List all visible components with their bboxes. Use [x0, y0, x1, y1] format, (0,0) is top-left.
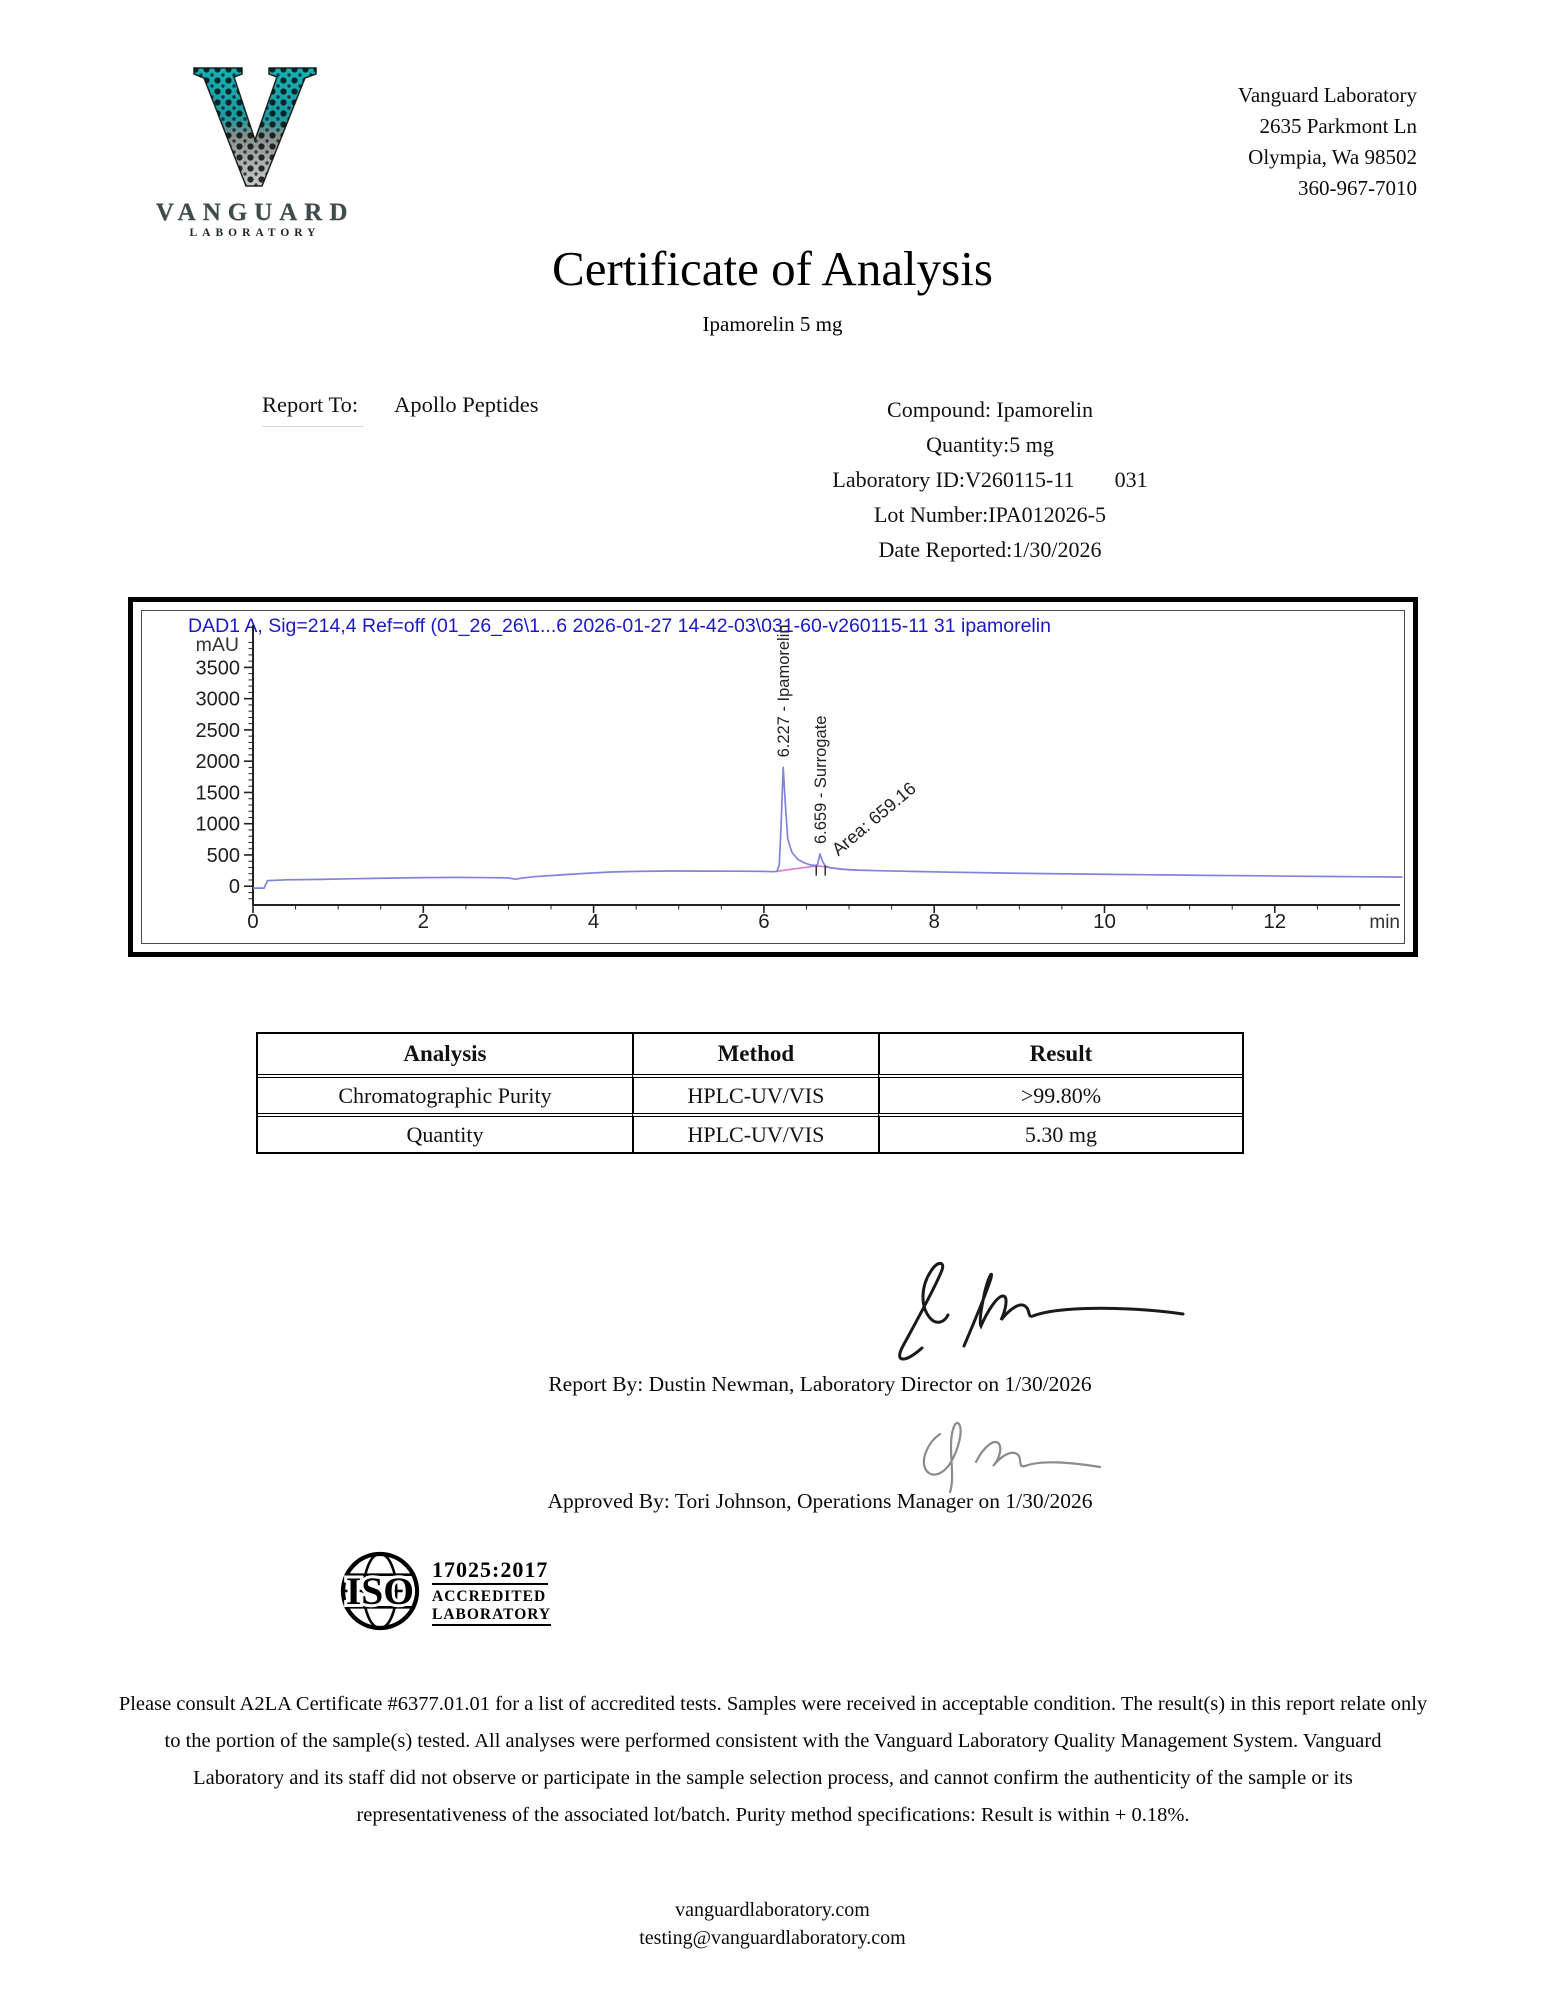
x-tick-label: 6 — [758, 910, 770, 933]
x-tick-label: 8 — [928, 910, 940, 933]
y-tick-label: 0 — [228, 876, 240, 899]
report-to-row — [262, 392, 539, 427]
chromatogram-frame — [128, 597, 1418, 957]
y-tick-label: 1500 — [195, 782, 240, 805]
table-cell: HPLC-UV/VIS — [632, 1113, 878, 1152]
laboratory-id-suffix: 031 — [1114, 467, 1148, 492]
y-tick-label: 2000 — [195, 751, 240, 774]
y-tick-label: 500 — [206, 844, 240, 867]
date-reported-line: Date Reported:1/30/2026 — [878, 537, 1102, 562]
page-title: Certificate of Analysis — [552, 241, 993, 296]
disclaimer-text: Please consult A2LA Certificate #6377.01.01 for a list of accredited tests. Samples were received in acceptable condition. The result(s) in this report relate only to the portion of the sample(s) tested. All analyses were performed consistent with the Vanguard Laboratory Quality Management System. Vanguard Laboratory and its staff did not observe or participate in the sample selection process, and cannot confirm the authenticity of the sample or its representativeness of the associated lot/batch. Purity method specifications: Result is within + 0.18%. — [118, 1693, 1428, 1826]
iso-cert-number: 17025:2017 — [432, 1557, 548, 1585]
vanguard-v-icon — [192, 66, 318, 188]
peak-label-ipamorelin: 6.227 - Ipamorelin — [775, 624, 794, 758]
y-tick-label: 1000 — [195, 813, 240, 836]
y-tick-label: 3500 — [195, 657, 240, 680]
vanguard-logo — [138, 66, 372, 239]
y-tick-label: 2500 — [195, 719, 240, 742]
report-to-label: Report To: — [262, 392, 364, 427]
quantity-line: Quantity:5 mg — [926, 432, 1054, 457]
x-tick-label: 12 — [1263, 910, 1287, 933]
laboratory-id-value: Laboratory ID:V260115-11 — [832, 467, 1075, 492]
table-cell: 5.30 mg — [878, 1113, 1242, 1152]
iso-globe-icon — [336, 1548, 424, 1634]
iso-accredited-label: ACCREDITED — [432, 1587, 547, 1605]
table-header-cell: Analysis — [403, 1041, 487, 1066]
table-row — [258, 1113, 1242, 1152]
page-subtitle: Ipamorelin 5 mg — [702, 312, 843, 336]
table-cell: Quantity — [258, 1113, 632, 1152]
compound-line: Compound: Ipamorelin — [887, 397, 1093, 422]
x-tick-label: 2 — [417, 910, 430, 933]
y-tick-label: 3000 — [195, 688, 240, 711]
table-cell: Chromatographic Purity — [258, 1074, 632, 1113]
iso-accreditation — [336, 1548, 551, 1634]
table-cell: HPLC-UV/VIS — [632, 1074, 878, 1113]
x-axis-unit-label: min — [1369, 912, 1400, 933]
x-tick-label: 10 — [1093, 910, 1116, 933]
table-header-cell: Method — [632, 1034, 878, 1074]
logo-wordmark-sub: LABORATORY — [189, 227, 321, 239]
table-cell: >99.80% — [878, 1074, 1242, 1113]
peak-area-label: Area: 659.16 — [827, 778, 920, 860]
chart-title: DAD1 A, Sig=214,4 Ref=off (01_26_26\1...6 2026-01-27 14-42-03\031-60-v260115-11 31 ipamorelin — [188, 615, 1051, 637]
lab-address-block — [1238, 80, 1417, 204]
report-by-signature — [878, 1252, 1223, 1364]
chromatogram-plot-area — [141, 610, 1405, 944]
footer-email: testing@vanguardlaboratory.com — [639, 1927, 906, 1949]
table-header-cell: Result — [878, 1034, 1242, 1074]
page-footer — [0, 1896, 1545, 1952]
report-by-caption: Report By: Dustin Newman, Laboratory Director on 1/30/2026 — [548, 1372, 1092, 1396]
lot-number-line: Lot Number:IPA012026-5 — [873, 502, 1106, 527]
logo-wordmark: VANGUARD — [155, 199, 355, 226]
peak-label-surrogate: 6.659 - Surrogate — [812, 715, 831, 845]
lab-city: Olympia, Wa 98502 — [1248, 145, 1417, 169]
table-row — [258, 1074, 1242, 1113]
footer-website: vanguardlaboratory.com — [675, 1899, 870, 1921]
sample-details-block — [795, 392, 1185, 567]
y-axis-unit-label: mAU — [195, 634, 239, 656]
approved-by-caption: Approved By: Tori Johnson, Operations Manager on 1/30/2026 — [547, 1489, 1093, 1513]
lab-phone: 360-967-7010 — [1298, 176, 1417, 200]
lab-street: 2635 Parkmont Ln — [1259, 114, 1417, 138]
report-to-value: Apollo Peptides — [394, 392, 539, 417]
x-tick-label: 4 — [587, 910, 600, 933]
chromatogram-chart — [142, 611, 1404, 943]
laboratory-id-line — [795, 462, 1185, 497]
approved-by-signature — [900, 1412, 1165, 1497]
iso-text: ISO — [345, 1568, 415, 1613]
iso-laboratory-label: LABORATORY — [432, 1606, 551, 1626]
table-header-row — [258, 1034, 1242, 1074]
lab-name: Vanguard Laboratory — [1237, 83, 1417, 107]
x-tick-label: 0 — [247, 910, 259, 933]
results-table — [256, 1032, 1244, 1154]
